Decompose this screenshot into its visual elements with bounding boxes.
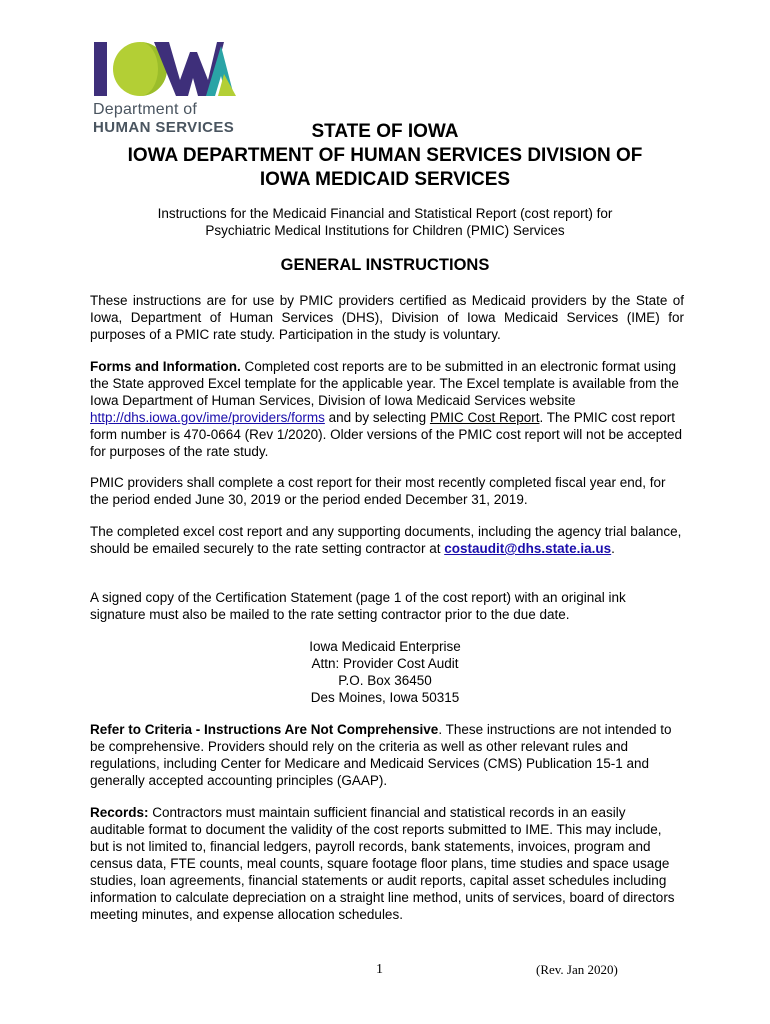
iowa-logo-mark [90, 38, 240, 100]
subtitle-line-2: Psychiatric Medical Institutions for Children (PMIC) Services [205, 223, 565, 238]
page-title-department: IOWA DEPARTMENT OF HUMAN SERVICES DIVISION OF [127, 145, 643, 166]
criteria-lead: Refer to Criteria - Instructions Are Not Comprehensive [90, 722, 439, 737]
email-link[interactable]: costaudit@dhs.state.ia.us [444, 541, 612, 556]
logo-human-services-text: HUMAN SERVICES [93, 119, 235, 136]
section-heading-general-instructions: GENERAL INSTRUCTIONS [280, 256, 490, 274]
paragraph-email-submission [90, 523, 684, 557]
email-text: The completed excel cost report and any supporting documents, including the agency trial balance, should be emailed securely to the rate setting contractor at [90, 524, 682, 556]
address-line-2: Attn: Provider Cost Audit [311, 656, 459, 671]
forms-text-c: . The PMIC cost report form number is 470-0664 (Rev 1/2020). Older versions of the PMIC cost report will not be accepted for purposes of the rate study. [90, 410, 683, 459]
forms-website-link[interactable]: http://dhs.iowa.gov/ime/providers/forms [90, 410, 325, 425]
page-title-state: STATE OF IOWA [311, 121, 459, 142]
page-title-division: IOWA MEDICAID SERVICES [259, 169, 511, 190]
revision-date: (Rev. Jan 2020) [536, 962, 618, 977]
email-end: . [611, 541, 615, 556]
paragraph-reporting-period: PMIC providers shall complete a cost report for their most recently completed fiscal year end, for the period ended June 30, 2019 or the period ended December 31, 2019. [90, 475, 666, 507]
address-line-3: P.O. Box 36450 [338, 673, 432, 688]
paragraph-records [90, 804, 684, 923]
forms-text-a: Completed cost reports are to be submitted in an electronic format using the State approved Excel template for the applicable year. The Excel template is available from the Iowa Department of Human Services, Division of Iowa Medicaid Services website [90, 359, 679, 408]
criteria-text: . These instructions are not intended to be comprehensive. Providers should rely on the criteria as well as other relevant rules and regulations, including Center for Medicare and Medicaid Services (CMS) Publication 15-1 and generally accepted accounting principles (GAAP). [90, 722, 672, 788]
pmic-cost-report-link[interactable]: PMIC Cost Report [429, 410, 540, 425]
page-number: 1 [376, 962, 383, 977]
mailing-address [90, 638, 680, 706]
paragraph-signed-copy: A signed copy of the Certification Statement (page 1 of the cost report) with an original ink signature must also be mailed to the rate setting contractor prior to the due date. [90, 590, 626, 622]
forms-lead: Forms and Information. [90, 359, 241, 374]
records-lead: Records: [90, 805, 149, 820]
records-text: Contractors must maintain sufficient financial and statistical records in an easily auditable format to document the validity of the cost reports submitted to IME. This may include, but is not limited to, financial ledgers, payroll records, bank statements, invoices, program and census data, FTE counts, meal counts, square footage floor plans, time studies and space usage studies, loan agreements, financial statements or audit reports, capital asset schedules including information to calculate depreciation on a straight line method, units of services, board of directors meeting minutes, and expense allocation schedules. [90, 805, 675, 922]
paragraph-forms-information [90, 358, 684, 460]
paragraph-intro: These instructions are for use by PMIC providers certified as Medicaid providers by the State of Iowa, Department of Human Services (DHS), Division of Iowa Medicaid Services (IME) for purposes of a PMIC rate study. Participation in the study is voluntary. [90, 293, 684, 342]
address-line-1: Iowa Medicaid Enterprise [309, 639, 461, 654]
address-line-4: Des Moines, Iowa 50315 [310, 690, 460, 705]
subtitle-line-1: Instructions for the Medicaid Financial and Statistical Report (cost report) for [157, 206, 613, 221]
document-subtitle [90, 205, 680, 239]
forms-text-b: and by selecting [324, 410, 430, 425]
logo-department-text: Department of [93, 101, 197, 118]
paragraph-criteria [90, 721, 684, 789]
